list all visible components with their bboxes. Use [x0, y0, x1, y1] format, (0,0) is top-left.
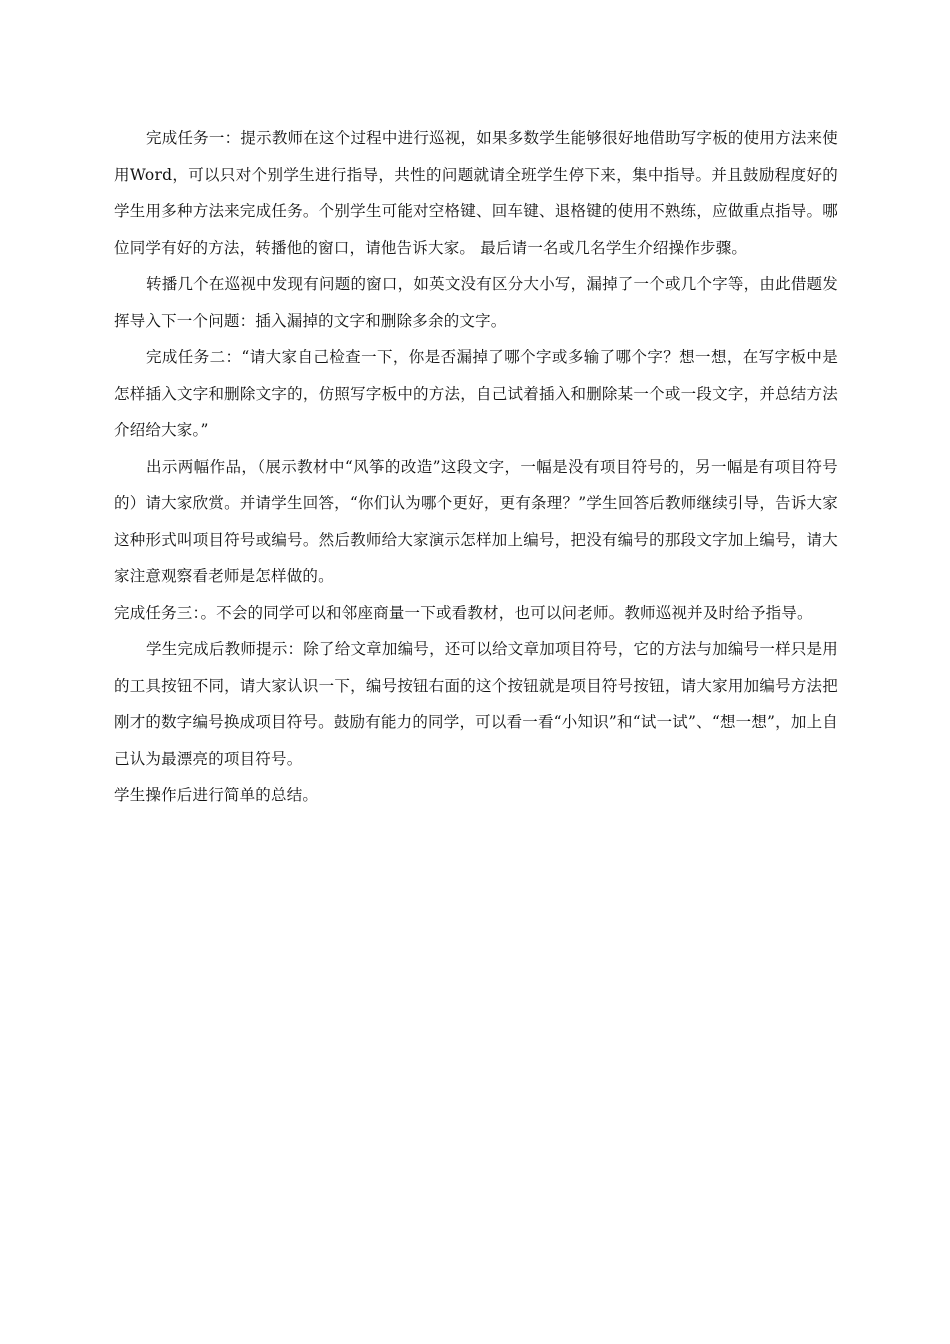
paragraph-task-three: 完成任务三：。不会的同学可以和邻座商量一下或看教材，也可以问老师。教师巡视并及时给予指导。	[114, 603, 813, 622]
paragraph-show-works: 出示两幅作品，（展示教材中“风筝的改造”这段文字，一幅是没有项目符号的，另一幅是有项目符号的）请大家欣赏。并请学生回答，“你们认为哪个更好，更有条理？”学生回答后教师继续引导，告诉大家这种形式叫项目符号或编号。然后教师给大家演示怎样加上编号，把没有编号的那段文字加上编号，请大家注意观察看老师是怎样做的。	[114, 457, 838, 585]
paragraph-task-one: 完成任务一：提示教师在这个过程中进行巡视，如果多数学生能够很好地借助写字板的使用方法来使用Word，可以只对个别学生进行指导，共性的问题就请全班学生停下来，集中指导。并且鼓励程度好的学生用多种方法来完成任务。个别学生可能对空格键、回车键、退格键的使用不熟练，应做重点指导。哪位同学有好的方法，转播他的窗口，请他告诉大家。 最后请一名或几名学生介绍操作步骤。	[114, 129, 838, 257]
paragraph-task-two: 完成任务二：“请大家自己检查一下，你是否漏掉了哪个字或多输了哪个字？想一想，在写字板中是怎样插入文字和删除文字的，仿照写字板中的方法，自己试着插入和删除某一个或一段文字，并总结方法介绍给大家。”	[114, 348, 838, 439]
paragraph-summary: 学生操作后进行简单的总结。	[114, 786, 319, 804]
paragraph-teacher-hint: 学生完成后教师提示：除了给文章加编号，还可以给文章加项目符号，它的方法与加编号一样只是用的工具按钮不同，请大家认识一下，编号按钮右面的这个按钮就是项目符号按钮，请大家用加编号方法把刚才的数字编号换成项目符号。鼓励有能力的同学，可以看一看“小知识”和“试一试”、“想一想”，加上自己认为最漂亮的项目符号。	[114, 640, 838, 768]
document-body	[114, 120, 838, 814]
paragraph-broadcast-windows: 转播几个在巡视中发现有问题的窗口，如英文没有区分大小写，漏掉了一个或几个字等，由此借题发挥导入下一个问题：插入漏掉的文字和删除多余的文字。	[114, 275, 838, 330]
